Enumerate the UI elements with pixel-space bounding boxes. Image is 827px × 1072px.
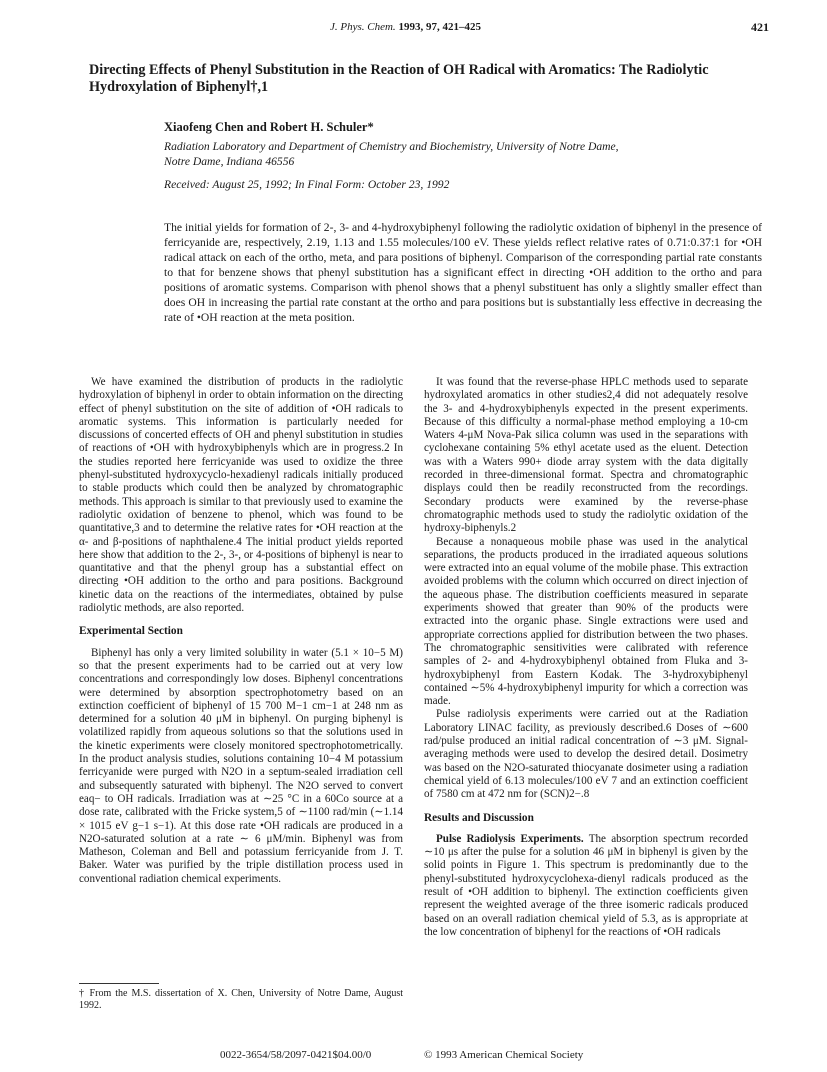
pulse-experiments-text: The absorption spectrum recorded ∼10 μs after the pulse for a solution 46 μM in biphenyl is given by the solid points in Figure 1. This spectrum is predominantly due to the phenyl-substituted hydroxycyclohexa-dienyl radicals produced as the result of •OH addition to biphenyl. The extinction coefficients given represent the weighted average of the three isomeric radicals produced based on an overall radiation chemical yield of 5.3, as is appropriate at the low concentration of biphenyl for the reactions of •OH radicals — [424, 832, 749, 938]
copyright: © 1993 American Chemical Society — [424, 1049, 584, 1061]
affiliation-line-1: Radiation Laboratory and Department of Chemistry and Biochemistry, University of Notre Dame, — [164, 140, 619, 153]
affiliation-line-2: Notre Dame, Indiana 46556 — [164, 155, 295, 168]
hplc-paragraph: It was found that the reverse-phase HPLC methods used to separate hydroxylated aromatics in other studies2,4 did not adequately resolve the 3- and 4-hydroxybiphenyls expected in the present experiments. Because of this difficulty a normal-phase method employing a 10-cm Waters 4-μM Nova-Pak silica column was used in the separations with cyclohexane containing 5% ethyl acetate used as the eluent. Detection was with a Waters 990+ diode array system with the data digitally recorded in three-dimensional format. Spectra and chromatographic displays could then be readily reconstructed from the recordings. Secondary products were examined by the reverse-phase chromatographic methods used to study the radiolytic oxidation of the hydroxy-biphenyls.2 — [424, 376, 748, 535]
affiliation — [164, 139, 754, 169]
right-column — [424, 376, 748, 939]
journal-name: J. Phys. Chem. — [330, 21, 396, 33]
article-title: Directing Effects of Phenyl Substitution in the Reaction of OH Radical with Aromatics: The Radiolytic Hydroxylation of Biphenyl†,1 — [89, 62, 709, 95]
footnote: † From the M.S. dissertation of X. Chen, University of Notre Dame, August 1992. — [79, 988, 403, 1011]
abstract: The initial yields for formation of 2-, 3- and 4-hydroxybiphenyl following the radiolytic oxidation of biphenyl in the presence of ferricyanide are, respectively, 2.19, 1.13 and 1.55 molecules/100 eV. These yields reflect relative rates of 0.71:0.37:1 for •OH radical attack on each of the ortho, meta, and para positions of biphenyl. Comparison of the corresponding partial rate constants to that for benzene shows that phenyl substitution has a significant effect in directing •OH addition to the ortho and para positions of aromatic systems. Comparison with phenol shows that a phenyl substituent has only a slightly smaller effect than does OH in increasing the partial rate constant at the ortho and para positions but is substantially less effective in decreasing the rate of •OH reaction at the meta position. — [164, 221, 762, 324]
intro-paragraph: We have examined the distribution of products in the radiolytic hydroxylation of biphenyl in order to obtain information on the directing effect of phenyl substitution on the site of addition of •OH radicals to aromatic systems. This information is particularly needed for discussions of concerted effects of OH and phenyl substitution in studies of reactions of •OH with hydroxybiphenyls which are in progress.2 In the studies reported here ferricyanide was used to oxidize the three phenyl-substituted hydroxycyclo-hexadienyl radicals initially produced to stable products which could then be analyzed by chromatographic methods. This approach is similar to that previously used to examine the radiolytic oxidation of benzene to phenol, which was found to be quantitative,3 and to determine the relative rates for •OH reaction at the α- and β-positions of naphthalene.4 The initial product yields reported here show that addition to the 2-, 3-, or 4-positions of biphenyl is near to quantitative and that the phenyl group has a substantial effect on directing •OH addition to the ortho and para positions. Background kinetic data on the reactions of the intermediates, obtained by pulse radiolytic methods, are also reported. — [79, 376, 403, 615]
left-column — [79, 376, 403, 886]
experimental-paragraph: Biphenyl has only a very limited solubility in water (5.1 × 10−5 M) so that the present experiments had to be carried out at very low concentrations and correspondingly low doses. Biphenyl concentrations were determined by absorption spectrophotometry based on an extinction coefficient of biphenyl of 15 700 M−1 cm−1 at 248 nm as determined for a solution 40 μM in biphenyl. On purging biphenyl is volatilized rapidly from aqueous solutions so that the solutions used in the kinetic experiments were closely monitored spectrophotometrically. In the product analysis studies, solutions containing 10−4 M potassium ferricyanide were purged with N2O in a septum-sealed irradiation cell and subsequently saturated with biphenyl. The N2O served to convert eaq− to OH radicals. Irradiation was at ∼25 °C in a 60Co source at a dose rate, calibrated with the Fricke system,5 of ∼1100 rad/min (∼1.14 × 1015 eV g−1 s−1). At this dose rate •OH radicals are produced in a N2O-saturated solution at a rate ∼ 6 μM/min. Biphenyl was from Matheson, Coleman and Bell and potassium ferricyanide from J. T. Baker. Water was purified by the triple distillation process used in conventional radiation chemical experiments. — [79, 646, 403, 885]
experimental-heading: Experimental Section — [79, 625, 183, 638]
article-code: 0022-3654/58/2097-0421$04.00/0 — [220, 1049, 372, 1061]
volume-info: 1993, 97, 421–425 — [398, 21, 481, 33]
pulse-experiments-runin: Pulse Radiolysis Experiments. — [436, 832, 584, 845]
pulse-experiments-paragraph — [424, 833, 748, 939]
page-number: 421 — [751, 20, 769, 34]
pulse-radiolysis-paragraph: Pulse radiolysis experiments were carried out at the Radiation Laboratory LINAC facility, as previously described.6 Doses of ∼600 rad/pulse produced an initial radical concentration of ∼3 μM. Signal-averaging methods were used to develop the desired detail. Dosimetry was based on the N2O-saturated thiocyanate dosimeter using a radiation chemical yield of 6.13 molecules/100 eV 7 and an extinction coefficient of 7580 cm at 472 nm for (SCN)2−.8 — [424, 708, 748, 801]
footnote-rule — [79, 983, 159, 984]
extraction-paragraph: Because a nonaqueous mobile phase was used in the analytical separations, the products produced in the irradiated aqueous solutions were extracted into an equal volume of the mobile phase. This extraction avoided problems with the column which occurred on direct injection of the aqueous phase. The distribution coefficients measured in separate experiments showed that greater than 90% of the products were extracted into the organic phase. Single extractions were used and appropriate corrections applied for distribution between the two phases. The chromatographic sensitivities were calibrated with reference samples of 2- and 4-hydroxybiphenyl obtained from Fluka and 3-hydroxybiphenyl from Eastern Kodak. The 3-hydroxybiphenyl contained ∼5% 4-hydroxybiphenyl impurity for which a correction was made. — [424, 535, 748, 708]
results-heading: Results and Discussion — [424, 811, 534, 824]
authors: Xiaofeng Chen and Robert H. Schuler* — [164, 120, 374, 134]
received-dates: Received: August 25, 1992; In Final Form: October 23, 1992 — [164, 178, 450, 191]
running-header — [330, 21, 481, 33]
